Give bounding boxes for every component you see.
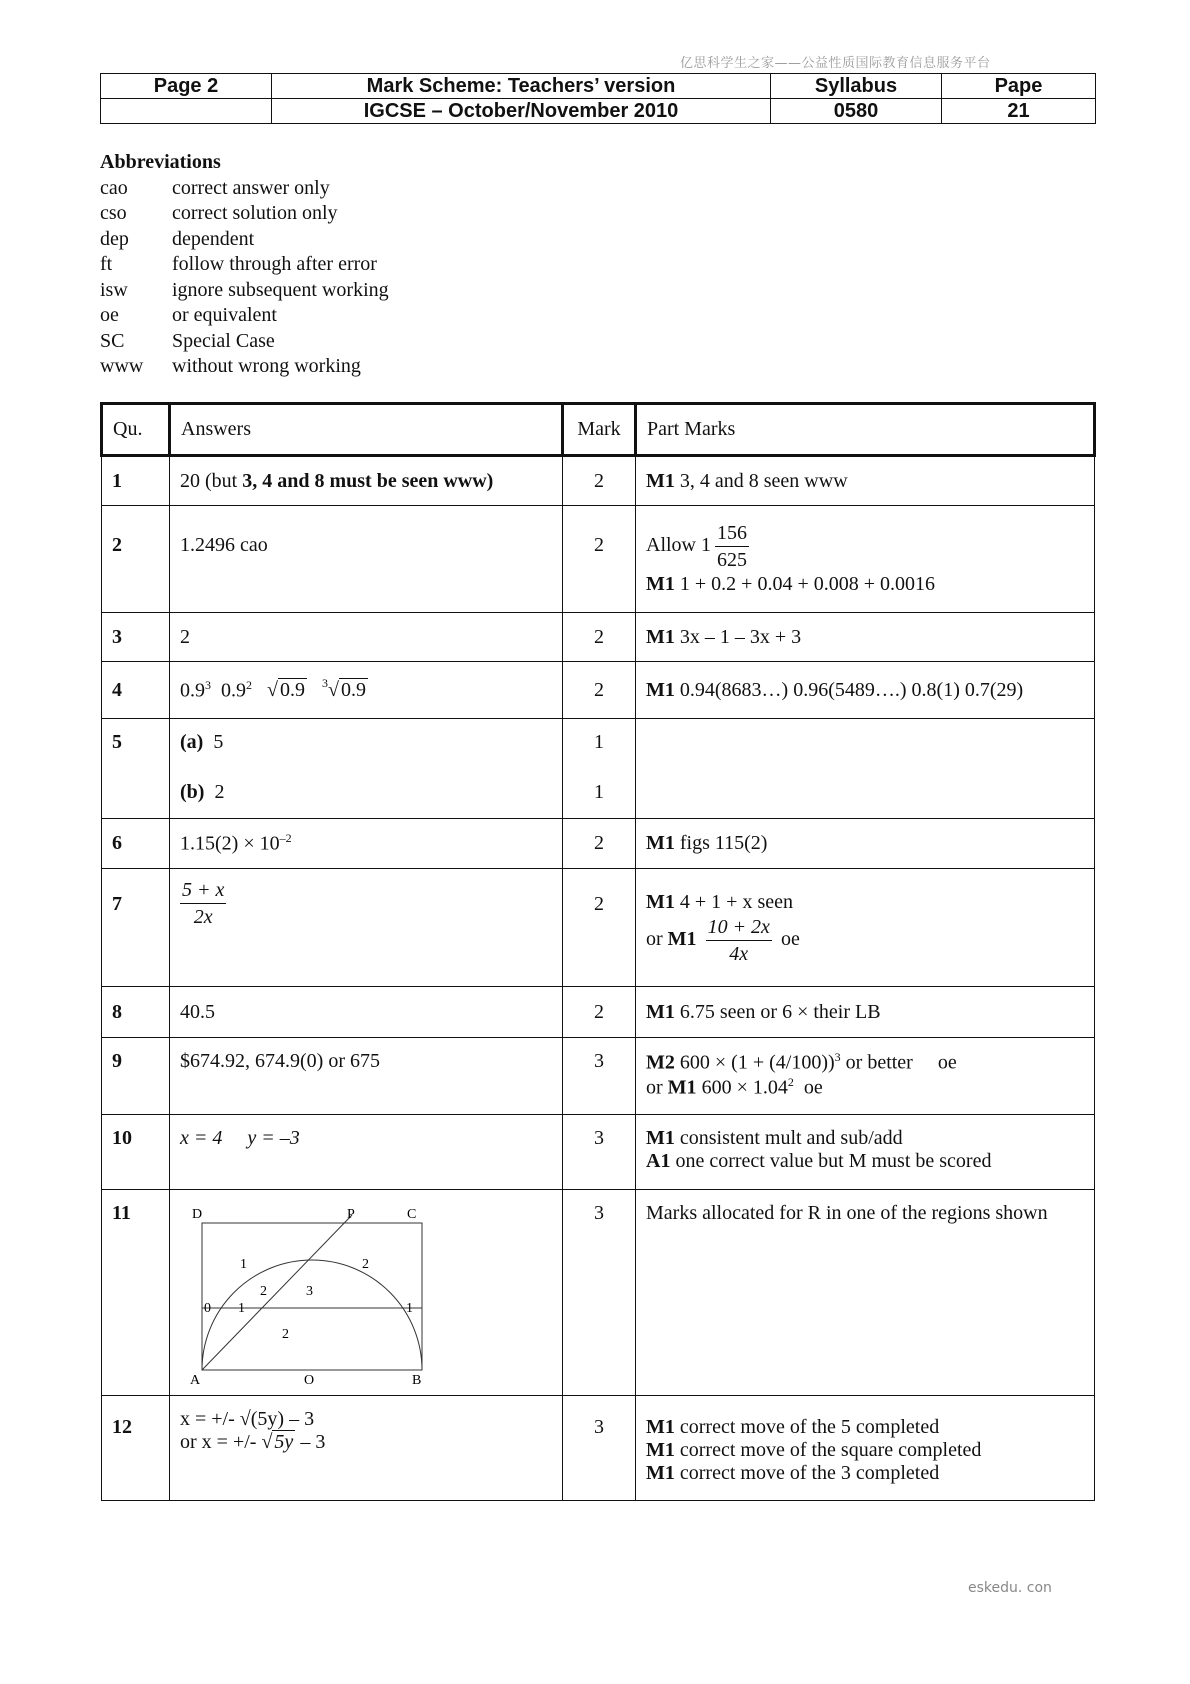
abbr-key: SC — [100, 329, 125, 352]
part-marks-cell — [636, 613, 1095, 662]
abbreviations-title: Abbreviations — [100, 151, 221, 173]
part-marks-cell — [636, 1038, 1095, 1115]
radicand: 5y — [274, 1431, 294, 1453]
answer-bold: 3, 4 and 8 must be seen www) — [242, 469, 494, 492]
qu-cell: 5 — [102, 719, 170, 819]
pm-code: M1 — [646, 678, 675, 701]
pm-line — [646, 1439, 1084, 1462]
answer-text: 20 (but — [180, 469, 243, 492]
pm-text: or better oe — [840, 1051, 957, 1074]
answer-term: 0.9 — [221, 679, 246, 702]
pm-line — [646, 1050, 1084, 1075]
mark-cell: 2 — [563, 456, 636, 506]
pm-text: 600 × 1.04 — [696, 1076, 788, 1099]
col-header-qu: Qu. — [102, 404, 170, 456]
answer-cell: 1.2496 cao — [170, 506, 563, 613]
watermark: 亿思科学生之家——公益性质国际教育信息服务平台 — [680, 56, 991, 71]
pm-text: 4 + 1 + x seen — [674, 891, 793, 913]
region-label: 1 — [238, 1301, 245, 1316]
exponent: 2 — [787, 1074, 794, 1089]
pm-text: consistent mult and sub/add — [674, 1127, 903, 1149]
region-diagram — [182, 1198, 432, 1386]
pm-code: M1 — [646, 832, 675, 854]
abbr-value: correct solution only — [172, 202, 338, 224]
abbr-value: Special Case — [172, 329, 275, 352]
answer-cell: x = 4 y = –3 — [170, 1115, 563, 1190]
region-label: 0 — [204, 1301, 211, 1316]
table-row — [102, 1038, 1095, 1115]
pm-text: one correct value but M must be scored — [670, 1150, 992, 1172]
radicand: 0.9 — [340, 679, 366, 702]
fraction-numerator: 156 — [715, 520, 749, 547]
answer-cell — [170, 719, 563, 819]
pm-code: M1 — [667, 928, 697, 951]
region-label: 3 — [306, 1284, 313, 1299]
exponent: –2 — [279, 831, 292, 846]
abbr-key: ft — [100, 253, 113, 275]
abbr-row — [100, 303, 389, 329]
mark-cell: 3 — [563, 1190, 636, 1396]
pm-allow: Allow 1 — [646, 534, 711, 557]
label-d: D — [192, 1207, 203, 1222]
answer-cell — [170, 1396, 563, 1501]
table-row — [102, 613, 1095, 662]
pm-line — [646, 520, 1084, 573]
pm-line — [646, 1150, 1084, 1173]
pm-text: or — [646, 928, 668, 951]
radicand: 0.9 — [279, 679, 305, 702]
abbr-value: follow through after error — [172, 253, 377, 275]
abbr-key: oe — [100, 304, 119, 326]
pm-code: M1 — [646, 1000, 675, 1023]
answer-cell — [170, 1190, 563, 1396]
mark-scheme-table — [100, 402, 1096, 1501]
pm-text: oe — [793, 1076, 823, 1099]
label-b: B — [412, 1373, 422, 1386]
label-o: O — [304, 1373, 315, 1386]
mark-cell: 3 — [563, 1115, 636, 1190]
pm-code: M1 — [646, 1416, 675, 1438]
pm-line — [646, 1075, 1084, 1100]
line-ap — [202, 1215, 352, 1370]
answer-cell: 40.5 — [170, 987, 563, 1038]
pm-text: or — [646, 1076, 668, 1099]
pm-code: M1 — [646, 891, 675, 913]
qu-cell: 6 — [102, 819, 170, 869]
mark-cell: 2 — [563, 987, 636, 1038]
pm-line — [646, 1127, 1084, 1150]
answer-text: 1.15(2) × 10 — [180, 832, 280, 855]
answer-cell — [170, 662, 563, 719]
abbr-value: without wrong working — [172, 355, 361, 377]
pm-text: 0.94(8683…) 0.96(5489….) 0.8(1) 0.7(29) — [674, 678, 1024, 701]
doc-title: Mark Scheme: Teachers’ version — [272, 74, 771, 99]
answer-cell — [170, 456, 563, 506]
table-row — [102, 987, 1095, 1038]
label-p: P — [347, 1207, 355, 1222]
pm-code: M1 — [646, 1439, 675, 1461]
header-table — [100, 73, 1096, 124]
answer-cell — [170, 819, 563, 869]
footer-site: eskedu. con — [968, 1580, 1052, 1596]
abbr-row — [100, 201, 389, 227]
part-marks-cell — [636, 1396, 1095, 1501]
exam-session: IGCSE – October/November 2010 — [272, 99, 771, 124]
fraction — [706, 914, 772, 967]
mark-cell: 3 — [563, 1038, 636, 1115]
table-row — [102, 819, 1095, 869]
exponent: 2 — [246, 677, 252, 692]
pm-text: 3x – 1 – 3x + 3 — [674, 625, 802, 648]
table-row — [102, 869, 1095, 987]
pm-code: M1 — [646, 625, 675, 648]
abbr-value: or equivalent — [172, 304, 277, 326]
qu-cell: 12 — [102, 1396, 170, 1501]
abbr-key: dep — [100, 227, 129, 250]
pm-text: correct move of the 3 completed — [674, 1462, 940, 1484]
fraction-denominator: 2x — [193, 906, 213, 928]
exponent: 3 — [834, 1050, 841, 1064]
label-a: A — [190, 1373, 201, 1386]
syllabus-code: 0580 — [771, 99, 942, 124]
part-label: (b) — [180, 781, 205, 803]
fraction-numerator: 10 + 2x — [706, 914, 772, 941]
abbr-row — [100, 354, 389, 380]
table-row — [102, 1396, 1095, 1501]
col-header-answers: Answers — [170, 404, 563, 456]
qu-cell: 4 — [102, 662, 170, 719]
answer-line: x = +/- √(5y) – 3 — [180, 1408, 315, 1430]
page-number: Page 2 — [101, 74, 272, 99]
syllabus-label: Syllabus — [771, 74, 942, 99]
root-index: 3 — [321, 676, 328, 691]
answer-cell — [170, 869, 563, 987]
part-marks-cell — [636, 506, 1095, 613]
part-marks-cell — [636, 719, 1095, 819]
abbr-key: cso — [100, 202, 127, 224]
fraction-denominator: 625 — [717, 549, 747, 571]
part-marks-cell — [636, 987, 1095, 1038]
square-root: √ 0.9 — [267, 679, 305, 702]
pm-text: figs 115(2) — [674, 832, 768, 854]
mark-cell: 2 — [563, 662, 636, 719]
abbr-value: ignore subsequent working — [172, 278, 389, 301]
label-c: C — [407, 1207, 417, 1222]
qu-cell: 7 — [102, 869, 170, 987]
mark-cell: 2 — [563, 506, 636, 613]
pm-text: 600 × (1 + (4/100)) — [674, 1051, 835, 1074]
region-label: 2 — [282, 1327, 289, 1342]
exponent: 3 — [205, 677, 211, 692]
qu-cell: 3 — [102, 613, 170, 662]
pm-code: A1 — [646, 1150, 671, 1172]
mark-cell — [563, 719, 636, 819]
answer-line — [180, 1431, 552, 1454]
qu-cell: 9 — [102, 1038, 170, 1115]
region-label: 2 — [362, 1257, 369, 1272]
pm-text: correct move of the 5 completed — [674, 1416, 940, 1438]
pm-line — [646, 573, 1084, 596]
pm-text: 3, 4 and 8 seen www — [674, 469, 848, 492]
abbr-row — [100, 278, 389, 304]
cube-root: $^3$√ 0.9 — [321, 676, 366, 702]
answer-text: 2 — [214, 781, 225, 803]
region-label: 1 — [240, 1257, 247, 1272]
abbr-key: www — [100, 355, 144, 377]
mark-cell: 2 — [563, 869, 636, 987]
col-header-part-marks: Part Marks — [636, 404, 1095, 456]
mark-cell: 2 — [563, 819, 636, 869]
fraction-numerator: 5 + x — [180, 877, 226, 904]
mark-part-a: 1 — [594, 731, 604, 753]
part-marks-cell — [636, 869, 1095, 987]
answer-part-a — [180, 731, 552, 781]
answer-text: 5 — [213, 731, 224, 753]
pm-line — [646, 914, 1084, 967]
table-row — [102, 719, 1095, 819]
abbr-row — [100, 252, 389, 278]
table-row — [102, 1190, 1095, 1396]
table-row — [102, 1115, 1095, 1190]
mark-cell: 3 — [563, 1396, 636, 1501]
qu-cell: 11 — [102, 1190, 170, 1396]
abbr-row — [100, 227, 389, 253]
part-marks-cell — [636, 456, 1095, 506]
table-row — [102, 456, 1095, 506]
pm-text: 6.75 seen or 6 × their LB — [674, 1000, 881, 1023]
abbreviations — [100, 150, 389, 380]
answer-text: – 3 — [295, 1431, 326, 1453]
pm-code: M1 — [667, 1076, 697, 1099]
part-label: (a) — [180, 731, 204, 753]
pm-line — [646, 891, 1084, 914]
pm-text: 1 + 0.2 + 0.04 + 0.008 + 0.0016 — [674, 573, 936, 595]
pm-code: M2 — [646, 1051, 675, 1074]
table-row — [102, 506, 1095, 613]
mark-part-b: 1 — [594, 781, 604, 803]
fraction — [180, 877, 226, 930]
abbr-row — [100, 176, 389, 202]
part-marks-cell — [636, 662, 1095, 719]
part-marks-cell — [636, 1115, 1095, 1190]
mark-cell: 2 — [563, 613, 636, 662]
abbr-key: cao — [100, 176, 128, 199]
pm-code: M1 — [646, 1127, 675, 1149]
region-label: 1 — [406, 1301, 413, 1316]
part-marks-cell — [636, 819, 1095, 869]
qu-cell: 2 — [102, 506, 170, 613]
abbr-value: correct answer only — [172, 176, 330, 199]
fraction-denominator: 4x — [729, 943, 749, 965]
paper-label: Pape — [942, 74, 1096, 99]
pm-line — [646, 1462, 1084, 1485]
table-row — [102, 662, 1095, 719]
part-marks-cell: Marks allocated for R in one of the regions shown — [636, 1190, 1095, 1396]
answer-part-b — [180, 781, 552, 804]
region-label: 2 — [260, 1284, 267, 1299]
fraction — [715, 520, 749, 573]
pm-text: correct move of the square completed — [674, 1439, 982, 1461]
col-header-mark: Mark — [563, 404, 636, 456]
abbr-key: isw — [100, 278, 128, 301]
square-root: √ 5y — [261, 1431, 294, 1453]
pm-code: M1 — [646, 573, 675, 595]
answer-term: 0.9 — [180, 679, 205, 702]
pm-text: oe — [780, 928, 800, 951]
qu-cell: 8 — [102, 987, 170, 1038]
pm-line — [646, 1416, 1084, 1439]
qu-cell: 10 — [102, 1115, 170, 1190]
header-empty — [101, 99, 272, 124]
qu-cell: 1 — [102, 456, 170, 506]
abbr-row — [100, 329, 389, 355]
paper-number: 21 — [942, 99, 1096, 124]
answer-cell: $674.92, 674.9(0) or 675 — [170, 1038, 563, 1115]
table-header-row — [102, 404, 1095, 456]
pm-code: M1 — [646, 1462, 675, 1484]
pm-code: M1 — [646, 469, 675, 492]
semicircle-arc — [202, 1260, 422, 1370]
answer-text: or x = +/- — [180, 1431, 262, 1453]
abbr-value: dependent — [172, 227, 255, 250]
answer-cell: 2 — [170, 613, 563, 662]
